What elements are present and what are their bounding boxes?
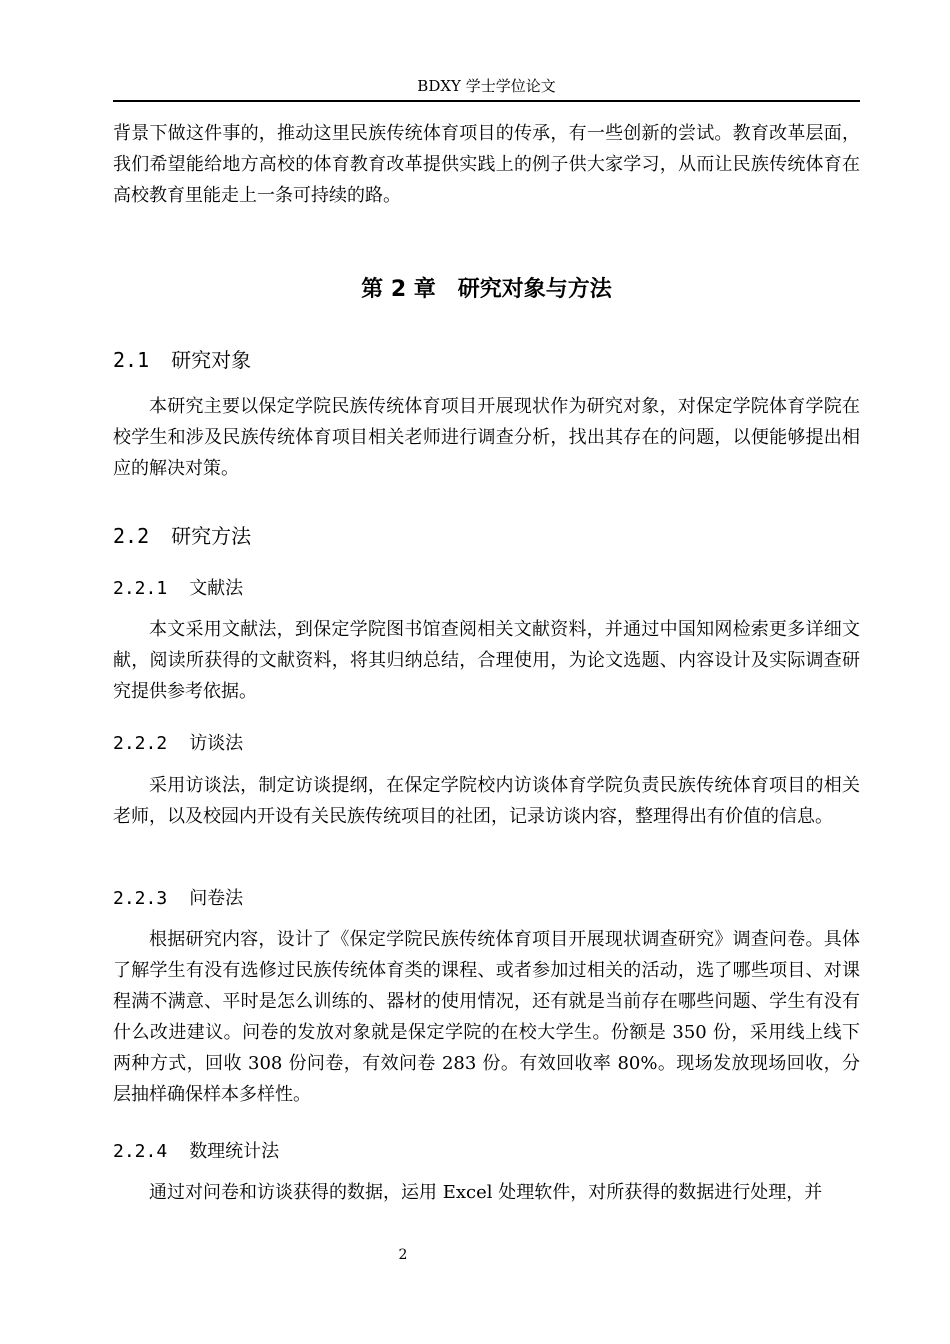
subsection-heading-2-2-3: [113, 886, 860, 912]
subsection-title: 问卷法: [189, 888, 244, 909]
section-title: 研究对象: [171, 348, 252, 372]
subsection-heading-2-2-4: [113, 1139, 860, 1165]
subsection-title: 文献法: [189, 578, 244, 599]
subsection-number: 2.2.3: [113, 888, 168, 909]
paragraph-2-2-1: 本文采用文献法，到保定学院图书馆查阅相关文献资料，并通过中国知网检索更多详细文献，阅读所获得的文献资料，将其归纳总结，合理使用，为论文选题、内容设计及实际调查研究提供参考依据。: [113, 619, 860, 702]
paragraph-2-2-3: 根据研究内容，设计了《保定学院民族传统体育项目开展现状调查研究》调查问卷。具体了解学生有没有选修过民族传统体育类的课程、或者参加过相关的活动，选了哪些项目、对课程满不满意、平时是怎么训练的、器材的使用情况，还有就是当前存在哪些问题、学生有没有什么改进建议。问卷的发放对象就是保定学院的在校大学生。份额是 350 份，采用线上线下两种方式，回收 308 份问卷，有效问卷 283 份。有效回收率 80%。现场发放现场回收，分层抽样确保样本多样性。: [113, 929, 860, 1105]
section-title: 研究方法: [171, 524, 252, 548]
section-number: 2.1: [113, 348, 150, 372]
section-heading-2-1: [113, 346, 860, 374]
subsection-heading-2-2-1: [113, 576, 860, 602]
section-heading-2-2: [113, 522, 860, 550]
subsection-number: 2.2.4: [113, 1141, 168, 1162]
header-rule: [113, 100, 860, 102]
running-header: BDXY 学士学位论文: [417, 77, 556, 95]
subsection-number: 2.2.1: [113, 578, 168, 599]
intro-paragraph: 背景下做这件事的，推动这里民族传统体育项目的传承，有一些创新的尝试。教育改革层面，我们希望能给地方高校的体育教育改革提供实践上的例子供大家学习，从而让民族传统体育在高校教育里能走上一条可持续的路。: [113, 123, 860, 206]
paragraph-2-2-2: 采用访谈法，制定访谈提纲，在保定学院校内访谈体育学院负责民族传统体育项目的相关老师，以及校园内开设有关民族传统项目的社团，记录访谈内容，整理得出有价值的信息。: [113, 775, 860, 827]
subsection-heading-2-2-2: [113, 731, 860, 757]
subsection-title: 访谈法: [189, 733, 244, 754]
subsection-title: 数理统计法: [189, 1141, 280, 1162]
subsection-number: 2.2.2: [113, 733, 168, 754]
paragraph-2-2-4: 通过对问卷和访谈获得的数据，运用 Excel 处理软件，对所获得的数据进行处理，并: [149, 1182, 823, 1203]
paragraph-2-1: 本研究主要以保定学院民族传统体育项目开展现状作为研究对象，对保定学院体育学院在校学生和涉及民族传统体育项目相关老师进行调查分析，找出其存在的问题，以便能够提出相应的解决对策。: [113, 396, 860, 479]
page-number: 2: [398, 1247, 408, 1263]
section-number: 2.2: [113, 524, 150, 548]
chapter-title: 第 2 章 研究对象与方法: [361, 277, 612, 302]
